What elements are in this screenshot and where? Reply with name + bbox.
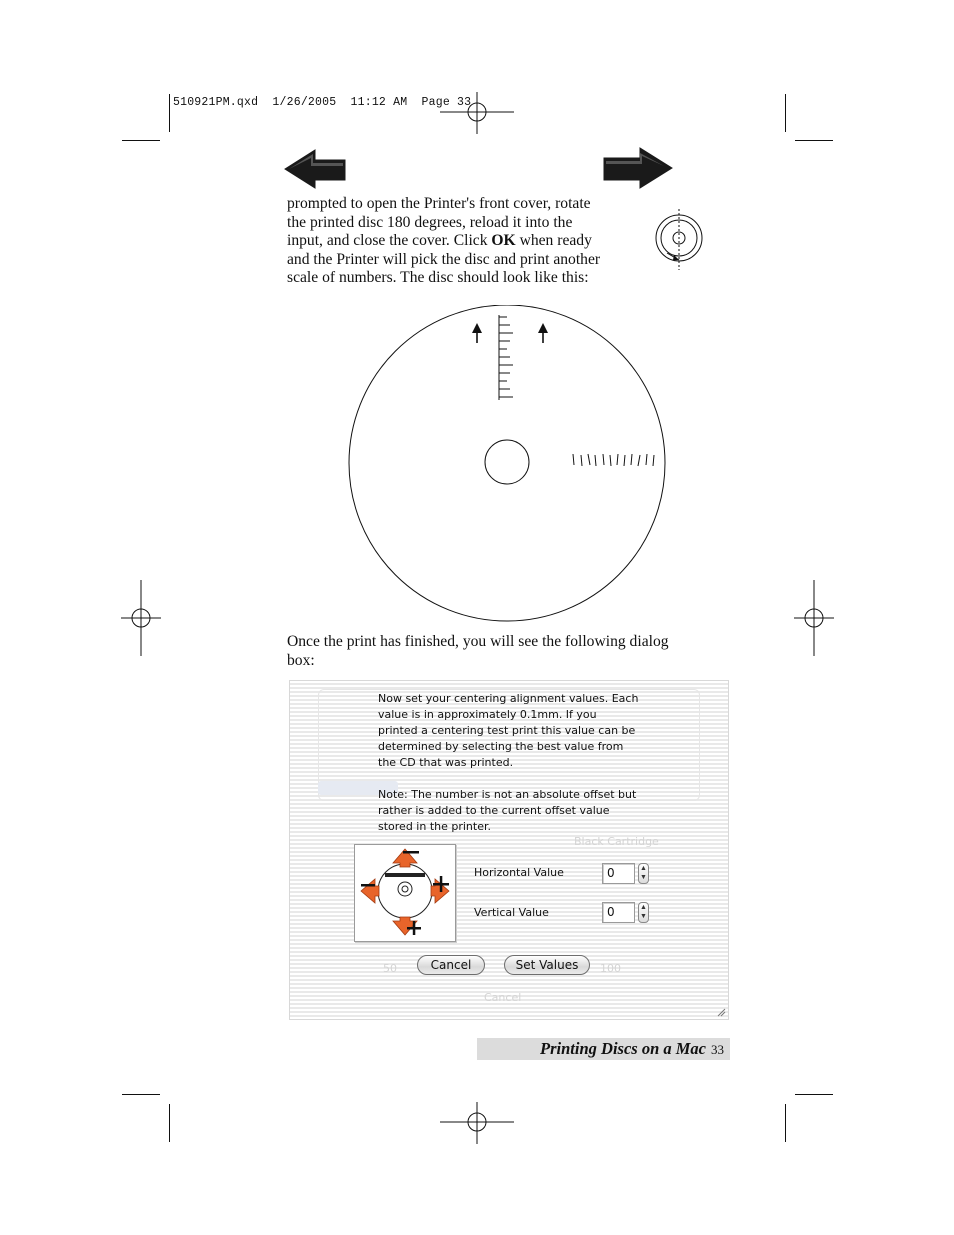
cancel-button[interactable]: Cancel	[417, 955, 485, 975]
dialog-message	[378, 691, 698, 835]
stepper-down-icon[interactable]: ▼	[640, 873, 647, 881]
crop-mark	[785, 1104, 786, 1142]
disc-alignment-icon	[355, 845, 455, 941]
section-title: Printing Discs on a Mac	[540, 1039, 706, 1058]
note-line: stored in the printer.	[378, 820, 491, 833]
message-line: Now set your centering alignment values. Each	[378, 692, 639, 705]
footer-bar	[477, 1038, 730, 1060]
message-line: determined by selecting the best value from	[378, 740, 624, 753]
message-line: the CD that was printed.	[378, 756, 514, 769]
text-line: Once the print has finished, you will see the following dialog	[287, 633, 669, 650]
forward-arrow-icon[interactable]	[602, 146, 674, 190]
text-line: and the Printer will pick the disc and print another	[287, 250, 601, 268]
disc-diagram	[344, 305, 670, 627]
resize-grip-icon[interactable]	[716, 1007, 726, 1017]
horizontal-value-label: Horizontal Value	[474, 866, 564, 879]
registration-target-left	[120, 578, 164, 658]
ghost-label: Cancel	[484, 991, 522, 1004]
crop-mark	[122, 1094, 160, 1095]
rotate-disc-icon	[652, 208, 708, 274]
text-line: prompted to open the Printer's front cover, rotate	[287, 195, 591, 212]
text-line: scale of numbers. The disc should look like this:	[287, 269, 589, 287]
crop-mark	[169, 94, 170, 132]
stepper-up-icon[interactable]: ▲	[640, 903, 647, 911]
message-line: printed a centering test print this value can be	[378, 724, 636, 737]
registration-target-right	[792, 578, 836, 658]
alignment-dialog	[289, 680, 729, 1020]
set-values-button[interactable]: Set Values	[504, 955, 590, 975]
horizontal-value-field[interactable]: 0	[602, 863, 635, 884]
paragraph-dialog-intro	[287, 633, 727, 670]
page-number: 33	[711, 1042, 724, 1057]
crop-mark	[169, 1104, 170, 1142]
crop-mark	[795, 1094, 833, 1095]
stepper-down-icon[interactable]: ▼	[640, 912, 647, 920]
crop-mark	[785, 94, 786, 132]
note-line: Note: The number is not an absolute offset but	[378, 788, 637, 801]
text-line: box:	[287, 651, 315, 669]
vertical-value-field[interactable]: 0	[602, 902, 635, 923]
ok-emphasis: OK	[491, 232, 516, 250]
crop-mark	[122, 140, 160, 141]
message-line: value is in approximately 0.1mm. If you	[378, 708, 597, 721]
crop-mark	[795, 140, 833, 141]
text-line: the printed disc 180 degrees, reload it into the	[287, 213, 573, 231]
text-line	[287, 232, 647, 251]
paragraph-instructions	[287, 195, 647, 288]
ghost-label: 100	[600, 962, 621, 975]
text-span: input, and close the cover. Click	[287, 232, 492, 250]
ghost-label: Black Cartridge	[574, 835, 659, 848]
footer-title	[540, 1039, 724, 1059]
registration-target-top	[437, 92, 517, 136]
vertical-value-stepper[interactable]	[638, 902, 649, 923]
stepper-up-icon[interactable]: ▲	[640, 864, 647, 872]
back-arrow-icon[interactable]	[283, 148, 349, 190]
ghost-label: 50	[383, 962, 397, 975]
text-span: when ready	[515, 232, 592, 250]
registration-target-bottom	[437, 1100, 517, 1144]
print-slug: 510921PM.qxd 1/26/2005 11:12 AM Page 33	[173, 96, 472, 109]
note-line: rather is added to the current offset value	[378, 804, 610, 817]
alignment-image-frame	[354, 844, 456, 942]
horizontal-value-stepper[interactable]	[638, 863, 649, 884]
vertical-value-label: Vertical Value	[474, 906, 549, 919]
